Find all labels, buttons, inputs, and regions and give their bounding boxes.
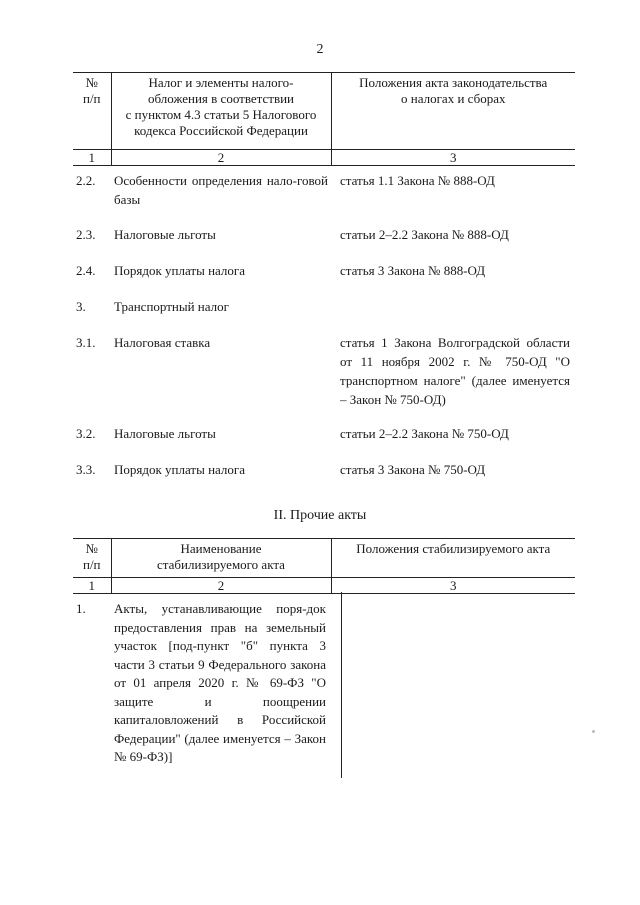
tax-table — [73, 72, 575, 166]
header-line: Положения акта законодательства — [359, 75, 548, 90]
row-tax-element: Налоговые льготы — [114, 426, 216, 441]
section-title: II. Прочие акты — [273, 508, 367, 523]
row-number: 2.3. — [76, 227, 96, 242]
header-legislation — [331, 73, 575, 150]
row-act: статья 1 Закона Волгоградской области от 11 ноября 2002 г. № 750-ОД "О транспортном налоге" (далее именуется – Закон № 750-ОД) — [340, 335, 570, 407]
column-number: 1 — [73, 150, 111, 166]
row-tax-element: Особенности определения нало-говой базы — [114, 173, 328, 207]
header-line: о налогах и сборах — [401, 91, 506, 106]
column-number: 3 — [331, 578, 575, 594]
row-tax-element: Порядок уплаты налога — [114, 462, 246, 477]
header-number — [73, 73, 111, 150]
row-number: 3. — [76, 299, 86, 314]
row-tax-element: Порядок уплаты налога — [114, 263, 246, 278]
column-divider — [341, 592, 342, 778]
page-number: 2 — [316, 42, 324, 57]
row-act: статья 3 Закона № 750-ОД — [340, 462, 486, 477]
column-number: 1 — [73, 578, 111, 594]
row-act: статья 3 Закона № 888-ОД — [340, 263, 486, 278]
row-act: статья 1.1 Закона № 888-ОД — [340, 173, 495, 188]
header-tax-elements — [111, 73, 331, 150]
row-act-name: Акты, устанавливающие поря-док предоставления прав на земельный участок [под-пункт "б" пункта 3 части 3 статьи 9 Федерального закона от 01 апреля 2020 г. № 69-ФЗ "О защите и поощрении капиталовложений в Российской Федерации" (далее именуется – Закон № 69-ФЗ)] — [114, 601, 326, 764]
row-act: статьи 2–2.2 Закона № 888-ОД — [340, 227, 509, 242]
row-act: статьи 2–2.2 Закона № 750-ОД — [340, 426, 509, 441]
header-line: стабилизируемого акта — [157, 557, 285, 572]
column-number: 3 — [331, 150, 575, 166]
other-acts-table — [73, 538, 575, 594]
row-number: 3.1. — [76, 335, 96, 350]
row-number: 2.4. — [76, 263, 96, 278]
row-number: 3.2. — [76, 426, 96, 441]
header-act-name — [111, 539, 331, 578]
header-line: Налог и элементы налого- — [148, 75, 294, 90]
row-number: 2.2. — [76, 173, 96, 188]
header-number-label: № п/п — [82, 541, 101, 572]
column-number: 2 — [111, 150, 331, 166]
row-tax-element: Транспортный налог — [114, 299, 229, 314]
header-act-provisions — [331, 539, 575, 578]
scan-speck — [592, 730, 595, 733]
row-tax-element: Налоговая ставка — [114, 335, 211, 350]
header-line: Положения стабилизируемого акта — [356, 541, 551, 556]
row-number: 3.3. — [76, 462, 96, 477]
header-line: кодекса Российской Федерации — [134, 123, 308, 138]
header-line: Наименование — [180, 541, 262, 556]
column-number: 2 — [111, 578, 331, 594]
row-number: 1. — [76, 601, 86, 616]
header-number — [73, 539, 111, 578]
header-number-label: № п/п — [82, 75, 101, 106]
header-line: обложения в соответствии — [147, 91, 295, 106]
header-line: с пунктом 4.3 статьи 5 Налогового — [125, 107, 317, 122]
row-tax-element: Налоговые льготы — [114, 227, 216, 242]
